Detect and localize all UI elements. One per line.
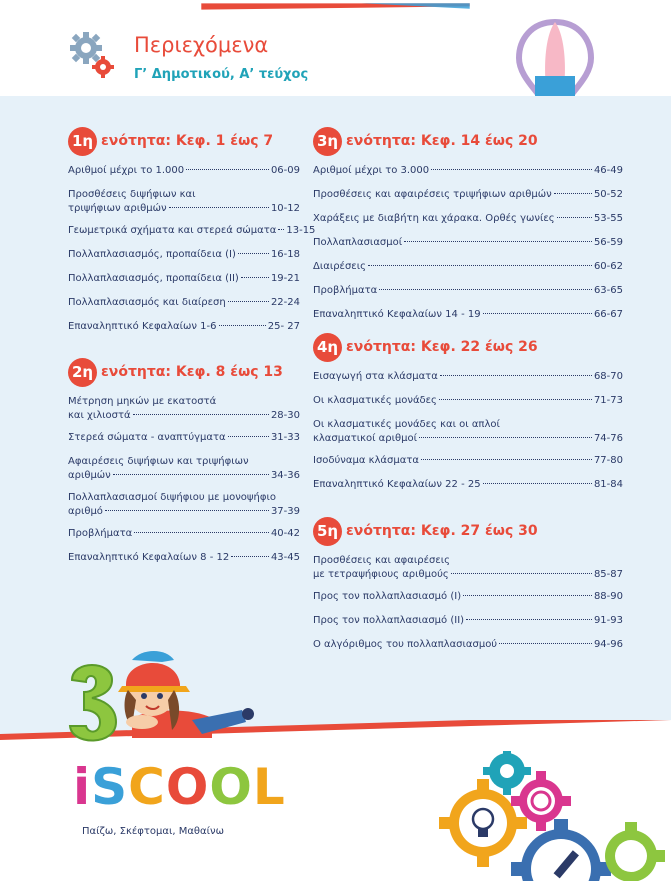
dot-leader xyxy=(368,265,592,266)
dot-leader xyxy=(169,207,269,208)
toc-entry-row xyxy=(68,202,300,216)
toc-entry[interactable] xyxy=(313,164,623,178)
toc-entry-row xyxy=(68,551,300,565)
section-title: ενότητα: Κεφ. 27 έως 30 xyxy=(346,523,538,539)
toc-entry-pages: 40-42 xyxy=(270,528,300,539)
dot-leader xyxy=(463,595,592,596)
logo-letter: S xyxy=(91,758,129,816)
section-title: ενότητα: Κεφ. 1 έως 7 xyxy=(101,133,274,149)
toc-entry-pages: 31-33 xyxy=(270,432,300,443)
dot-leader xyxy=(241,277,269,278)
toc-entry-pages: 94-96 xyxy=(593,639,623,650)
logo-letter: i xyxy=(73,758,92,816)
section-heading xyxy=(68,128,300,154)
toc-entry[interactable] xyxy=(313,614,623,628)
toc-entry-text: Επαναληπτικό Κεφαλαίων 14 - 19 xyxy=(313,309,481,320)
toc-entry-text: αριθμών xyxy=(68,470,111,481)
toc-entry[interactable] xyxy=(313,308,623,322)
toc-entry-text: Πολλαπλασιασμός, προπαίδεια (I) xyxy=(68,249,236,260)
toc-entry[interactable] xyxy=(68,395,300,423)
section-number-badge: 1η xyxy=(68,127,97,156)
toc-entry-row xyxy=(313,164,623,178)
toc-entry-text: Ισοδύναμα κλάσματα xyxy=(313,455,419,466)
toc-entry-pages: 43-45 xyxy=(270,552,300,563)
toc-entry-pages: 74-76 xyxy=(593,433,623,444)
toc-entry-text: Πολλαπλασιασμός, προπαίδεια (II) xyxy=(68,273,239,284)
dot-leader xyxy=(134,532,269,533)
toc-entry-pages: 28-30 xyxy=(270,410,300,421)
toc-entry-pages: 53-55 xyxy=(593,213,623,224)
toc-entry[interactable] xyxy=(68,272,300,286)
toc-entry-text: Πολλαπλασιασμοί διψήφιου με μονοψήφιο xyxy=(68,492,276,503)
toc-entry-row xyxy=(313,308,623,322)
toc-entry[interactable] xyxy=(313,260,623,274)
toc-entry-row xyxy=(313,370,623,384)
dot-leader xyxy=(219,325,266,326)
dot-leader xyxy=(228,301,269,302)
toc-entry-row xyxy=(313,284,623,298)
toc-entry-pages: 71-73 xyxy=(593,395,623,406)
dot-leader xyxy=(557,217,592,218)
toc-entry-pages: 77-80 xyxy=(593,455,623,466)
section-3 xyxy=(313,128,623,332)
gear-icon xyxy=(68,30,118,80)
toc-entry-text: Γεωμετρικά σχήματα και στερεά σώματα xyxy=(68,225,277,236)
toc-entry-pages: 63-65 xyxy=(593,285,623,296)
toc-entry-row xyxy=(68,409,300,423)
toc-entry-text: Προς τον πολλαπλασιασμό (II) xyxy=(313,615,465,626)
toc-entry[interactable] xyxy=(68,248,300,262)
section-1 xyxy=(68,128,316,344)
dot-leader xyxy=(133,414,269,415)
dot-leader xyxy=(404,241,592,242)
dot-leader xyxy=(421,459,592,460)
section-title: ενότητα: Κεφ. 14 έως 20 xyxy=(346,133,538,149)
toc-entry-text: Προβλήματα xyxy=(68,528,133,539)
dot-leader xyxy=(554,193,592,194)
toc-entry-pages: 13-15 xyxy=(286,225,316,236)
toc-entry-text: Προσθέσεις διψήφιων και xyxy=(68,189,196,200)
toc-entry-pages: 46-49 xyxy=(593,165,623,176)
dot-leader xyxy=(228,436,269,437)
toc-entry-row xyxy=(313,394,623,408)
toc-entry-row xyxy=(68,469,300,483)
section-4 xyxy=(313,334,623,502)
toc-entry-text: Προσθέσεις και αφαιρέσεις xyxy=(313,555,450,566)
dot-leader xyxy=(105,510,269,511)
toc-entry-text: Επαναληπτικό Κεφαλαίων 8 - 12 xyxy=(68,552,230,563)
section-heading xyxy=(313,128,623,154)
toc-entry-pages: 81-84 xyxy=(593,479,623,490)
toc-entry-text: Μέτρηση μηκών με εκατοστά xyxy=(68,396,217,407)
toc-entry-text: με τετραψήφιους αριθμούς xyxy=(313,569,449,580)
toc-entry-row xyxy=(68,431,300,445)
toc-entry[interactable] xyxy=(313,394,623,408)
toc-entry-text: Προσθέσεις και αφαιρέσεις τριψήφιων αριθμών xyxy=(313,189,552,200)
toc-entry[interactable] xyxy=(68,188,300,216)
toc-entry-pages: 56-59 xyxy=(593,237,623,248)
toc-entry-pages: 10-12 xyxy=(270,203,300,214)
toc-entry-pages: 19-21 xyxy=(270,273,300,284)
toc-entry-text: Οι κλασματικές μονάδες και οι απλοί xyxy=(313,419,500,430)
logo-letter: O xyxy=(209,758,253,816)
toc-entry-pages: 85-87 xyxy=(593,569,623,580)
toc-entry-text: Πολλαπλασιασμοί xyxy=(313,237,403,248)
toc-entry-text: Προς τον πολλαπλασιασμό (I) xyxy=(313,591,462,602)
toc-entry-text: Οι κλασματικές μονάδες xyxy=(313,395,437,406)
toc-entry-text: Αριθμοί μέχρι το 3.000 xyxy=(313,165,430,176)
toc-entry[interactable] xyxy=(313,454,623,468)
header-stripe xyxy=(0,0,671,16)
section-heading xyxy=(313,334,623,360)
toc-entry-text: αριθμό xyxy=(68,506,103,517)
dot-leader xyxy=(231,556,269,557)
dot-leader xyxy=(499,643,592,644)
toc-entry-row xyxy=(313,614,623,628)
dot-leader xyxy=(440,375,592,376)
toc-entry-text: τριψήφιων αριθμών xyxy=(68,203,167,214)
dot-leader xyxy=(483,483,592,484)
toc-entry[interactable] xyxy=(313,370,623,384)
section-number-badge: 3η xyxy=(313,127,342,156)
toc-entry[interactable] xyxy=(313,236,623,250)
dot-leader xyxy=(113,474,269,475)
toc-entry-row xyxy=(313,454,623,468)
section-heading xyxy=(68,359,300,385)
toc-entry-row xyxy=(313,590,623,604)
toc-entry[interactable] xyxy=(68,320,300,334)
toc-entry-pages: 91-93 xyxy=(593,615,623,626)
section-title: ενότητα: Κεφ. 22 έως 26 xyxy=(346,339,538,355)
toc-entry-row xyxy=(313,432,623,446)
section-heading xyxy=(313,518,623,544)
toc-entry[interactable] xyxy=(68,164,300,178)
toc-entry-row xyxy=(68,320,300,334)
toc-entry-pages: 68-70 xyxy=(593,371,623,382)
section-title: ενότητα: Κεφ. 8 έως 13 xyxy=(101,364,283,380)
logo-letter: O xyxy=(165,758,210,816)
logo-letter: L xyxy=(252,758,286,816)
toc-entry-text: Χαράξεις με διαβήτη και χάρακα. Ορθές γωνίες xyxy=(313,213,555,224)
dot-leader xyxy=(466,619,592,620)
section-5 xyxy=(313,518,623,662)
toc-entry[interactable] xyxy=(313,590,623,604)
toc-entry-text: Προβλήματα xyxy=(313,285,378,296)
toc-entry-text: Εισαγωγή στα κλάσματα xyxy=(313,371,438,382)
section-number-badge: 5η xyxy=(313,517,342,546)
number-three-icon xyxy=(70,665,116,741)
dot-leader xyxy=(186,169,269,170)
toc-entry-pages: 50-52 xyxy=(593,189,623,200)
dot-leader xyxy=(451,573,592,574)
toc-entry[interactable] xyxy=(313,554,623,582)
dot-leader xyxy=(431,169,592,170)
toc-entry-pages: 60-62 xyxy=(593,261,623,272)
toc-entry-row xyxy=(68,505,300,519)
toc-entry-row xyxy=(313,236,623,250)
toc-entry-row xyxy=(68,272,300,286)
toc-entry-pages: 25- 27 xyxy=(267,321,300,332)
toc-entry-pages: 37-39 xyxy=(270,506,300,517)
toc-entry-text: Αριθμοί μέχρι το 1.000 xyxy=(68,165,185,176)
toc-entry-row xyxy=(313,568,623,582)
section-number-badge: 4η xyxy=(313,333,342,362)
toc-entry-row xyxy=(313,212,623,226)
dot-leader xyxy=(439,399,592,400)
toc-entry-text: και χιλιοστά xyxy=(68,410,131,421)
dot-leader xyxy=(238,253,269,254)
toc-entry-row xyxy=(68,296,300,310)
iscool-logo xyxy=(73,758,286,816)
toc-entry[interactable] xyxy=(68,491,300,519)
toc-entry-row xyxy=(68,248,300,262)
toc-entry-row xyxy=(313,478,623,492)
dot-leader xyxy=(379,289,592,290)
header xyxy=(0,0,671,100)
page-subtitle: Γ’ Δημοτικού, Α’ τεύχος xyxy=(134,67,309,82)
toc-entry[interactable] xyxy=(68,224,316,238)
dot-leader xyxy=(278,229,284,230)
toc-entry-text: Επαναληπτικό Κεφαλαίων 22 - 25 xyxy=(313,479,481,490)
toc-entry-pages: 34-36 xyxy=(270,470,300,481)
toc-entry-text: κλασματικοί αριθμοί xyxy=(313,433,417,444)
toc-entry-text: Διαιρέσεις xyxy=(313,261,366,272)
toc-entry[interactable] xyxy=(313,478,623,492)
lightbulb-gear-icon xyxy=(431,751,671,881)
section-number-badge: 2η xyxy=(68,358,97,387)
toc-entry-row xyxy=(68,527,300,541)
toc-entry-row xyxy=(313,638,623,652)
page-title: Περιεχόμενα xyxy=(134,33,269,57)
toc-entry-text: Αφαιρέσεις διψήφιων και τριψήφιων xyxy=(68,456,249,467)
dot-leader xyxy=(419,437,592,438)
toc-entry-pages: 66-67 xyxy=(593,309,623,320)
toc-entry-pages: 88-90 xyxy=(593,591,623,602)
toc-entry[interactable] xyxy=(68,455,300,483)
toc-entry-pages: 16-18 xyxy=(270,249,300,260)
toc-entry[interactable] xyxy=(68,296,300,310)
toc-entry-pages: 06-09 xyxy=(270,165,300,176)
toc-entry[interactable] xyxy=(68,527,300,541)
toc-entry-row xyxy=(68,224,316,238)
dot-leader xyxy=(483,313,592,314)
toc-entry[interactable] xyxy=(313,188,623,202)
toc-entry[interactable] xyxy=(68,431,300,445)
toc-entry-row xyxy=(313,260,623,274)
toc-entry-text: Πολλαπλασιασμός και διαίρεση xyxy=(68,297,226,308)
toc-entry[interactable] xyxy=(313,284,623,298)
girl-illustration-icon xyxy=(62,630,262,760)
toc-entry-row xyxy=(68,164,300,178)
toc-entry-text: Επαναληπτικό Κεφαλαίων 1-6 xyxy=(68,321,217,332)
toc-entry-text: Στερεά σώματα - αναπτύγματα xyxy=(68,432,226,443)
toc-entry-text: Ο αλγόριθμος του πολλαπλασιασμού xyxy=(313,639,498,650)
toc-entry-pages: 22-24 xyxy=(270,297,300,308)
section-2 xyxy=(68,359,300,575)
toc-entry[interactable] xyxy=(68,551,300,565)
toc-entry[interactable] xyxy=(313,212,623,226)
logo-tagline: Παίζω, Σκέφτομαι, Μαθαίνω xyxy=(82,826,224,837)
toc-entry[interactable] xyxy=(313,638,623,652)
toc-entry[interactable] xyxy=(313,418,623,446)
toc-entry-row xyxy=(313,188,623,202)
logo-letter: C xyxy=(128,758,166,816)
